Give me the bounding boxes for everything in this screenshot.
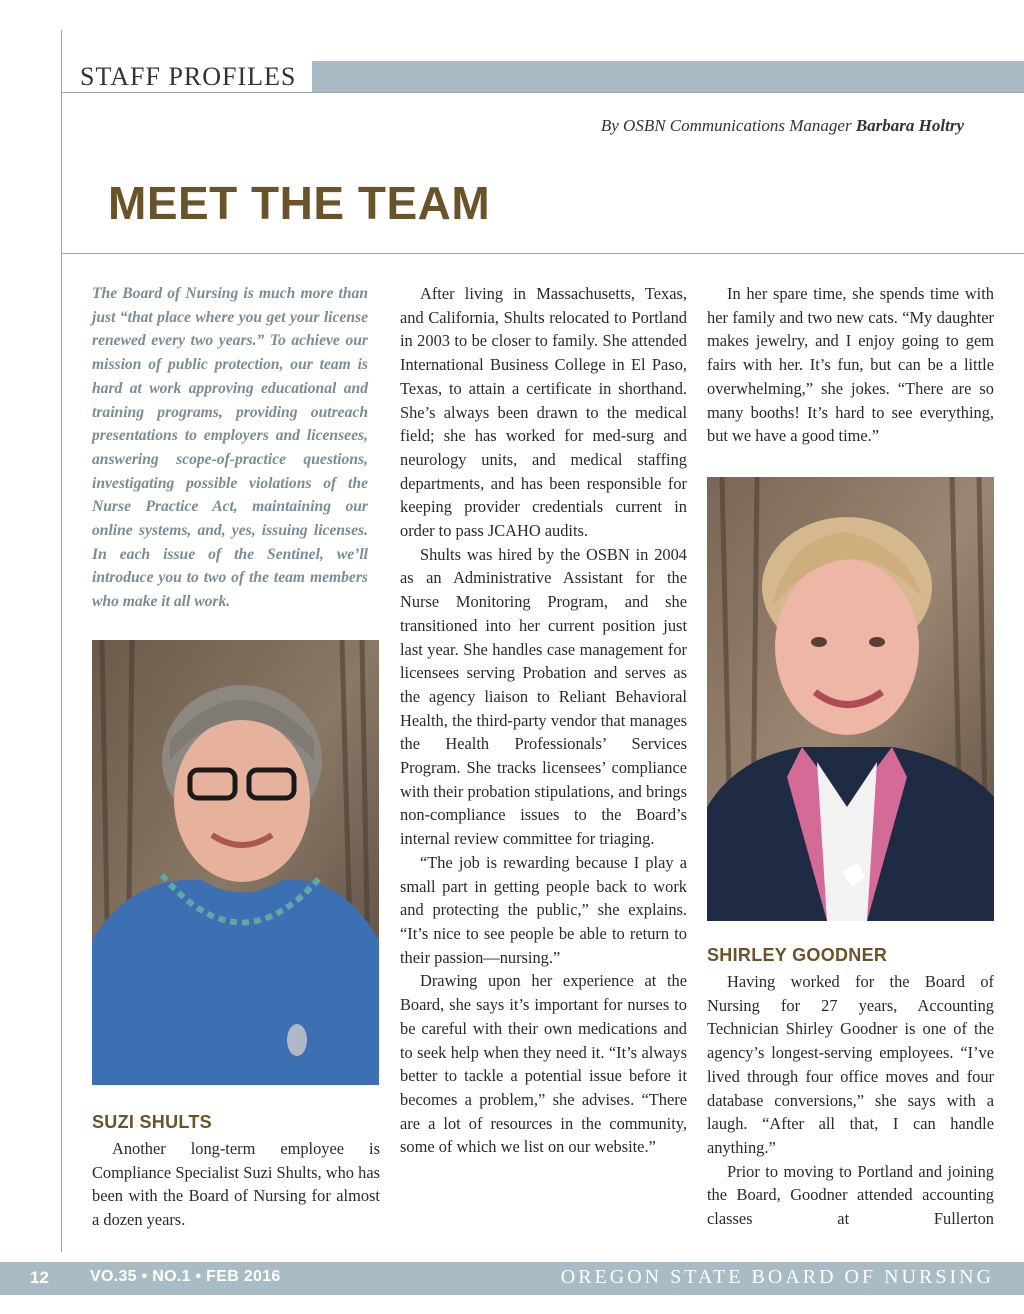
paragraph: Drawing upon her experience at the Board, she says it’s important for nurses to be careful with their own medications and to seek help when they need it. “It’s always better to tackle a potential issue before it becomes a problem,” she advises. “There are a lot of resources in the community, some of which we list on our website.” <box>400 971 687 1157</box>
section-rule <box>61 92 1024 93</box>
paragraph: Having worked for the Board of Nursing for 27 years, Accounting Technician Shirley Goodner is one of the agency’s longest-serving employees. “I’ve lived through four office moves and four database conversions,” she says with a laugh. “After all that, I can handle anything.” <box>707 972 994 1157</box>
organization-name: OREGON STATE BOARD OF NURSING <box>560 1266 994 1288</box>
right-column-top <box>707 282 994 448</box>
profile-name-suzi-shults: SUZI SHULTS <box>92 1112 212 1132</box>
profile-name-shirley-goodner: SHIRLEY GOODNER <box>707 945 888 965</box>
profile-2-text <box>707 970 994 1231</box>
byline-prefix: By OSBN Communications Manager <box>600 116 852 135</box>
photo-suzi-shults-graphic <box>92 640 379 1085</box>
paragraph: In her spare time, she spends time with her family and two new cats. “My daughter makes jewelry, and I enjoy going to gem fairs with her. It’s fun, but can be a little overwhelming,” she jokes. “There are so many booths! It’s hard to see everything, but we have a good time.” <box>707 284 994 446</box>
intro-text: The Board of Nursing is much more than just “that place where you get your license renewed every two years.” To achieve our mission of public protection, our team is hard at work approving educational and training programs, providing outreach presentations to employers and licensees, answering scope-of-practice questions, investigating possible violations of the Nurse Practice Act, maintaining our online systems, and, yes, issuing licenses. In each issue of the Sentinel, we’ll introduce you to two of the team members who make it all work. <box>92 285 368 611</box>
byline <box>601 116 964 136</box>
paragraph: Another long-term employee is Compliance Specialist Suzi Shults, who has been with the Board of Nursing for almost a dozen years. <box>92 1139 380 1230</box>
photo-shirley-goodner-graphic <box>707 477 994 921</box>
page-number: 12 <box>30 1268 49 1287</box>
paragraph: Shults was hired by the OSBN in 2004 as an Administrative Assistant for the Nurse Monitoring Program, and she transitioned into her current position just last year. She handles case management for licensees serving Probation and serves as the agency liaison to Reliant Behavioral Health, the third-party vendor that manages the Health Professionals’ Services Program. She tracks licensees’ compliance with their probation stipulations, and brings non-compliance issues to the Board’s internal review committee for triaging. <box>400 544 687 849</box>
paragraph: “The job is rewarding because I play a small part in getting people back to work and protecting the public,” she explains. “It’s nice to see people be able to return to their passion—nursing.” <box>400 852 687 967</box>
photo-suzi-shults <box>92 640 379 1085</box>
profile-1-text <box>92 1137 380 1232</box>
byline-author: Barbara Holtry <box>855 116 964 135</box>
page-title: MEET THE TEAM <box>108 177 491 229</box>
section-bar <box>312 61 1024 92</box>
middle-column <box>400 282 687 1159</box>
paragraph: Prior to moving to Portland and joining the Board, Goodner attended accounting classes at Fullerton <box>707 1161 994 1229</box>
paragraph: After living in Massachusetts, Texas, and California, Shults relocated to Portland in 2003 to be closer to family. She attended International Business College in El Paso, Texas, to attain a certificate in shorthand. She’s always been drawn to the medical field; she has worked for med-surg and neurology units, and medical staffing departments, and has been responsible for keeping provider credentials current in order to pass JCAHO audits. <box>400 284 687 541</box>
left-margin-rule <box>61 30 62 1252</box>
issue-label: VO.35 • NO.1 • FEB 2016 <box>90 1268 281 1285</box>
intro-column <box>92 282 368 614</box>
title-rule <box>61 253 1024 254</box>
section-label: STAFF PROFILES <box>80 62 297 91</box>
photo-shirley-goodner <box>707 477 994 921</box>
